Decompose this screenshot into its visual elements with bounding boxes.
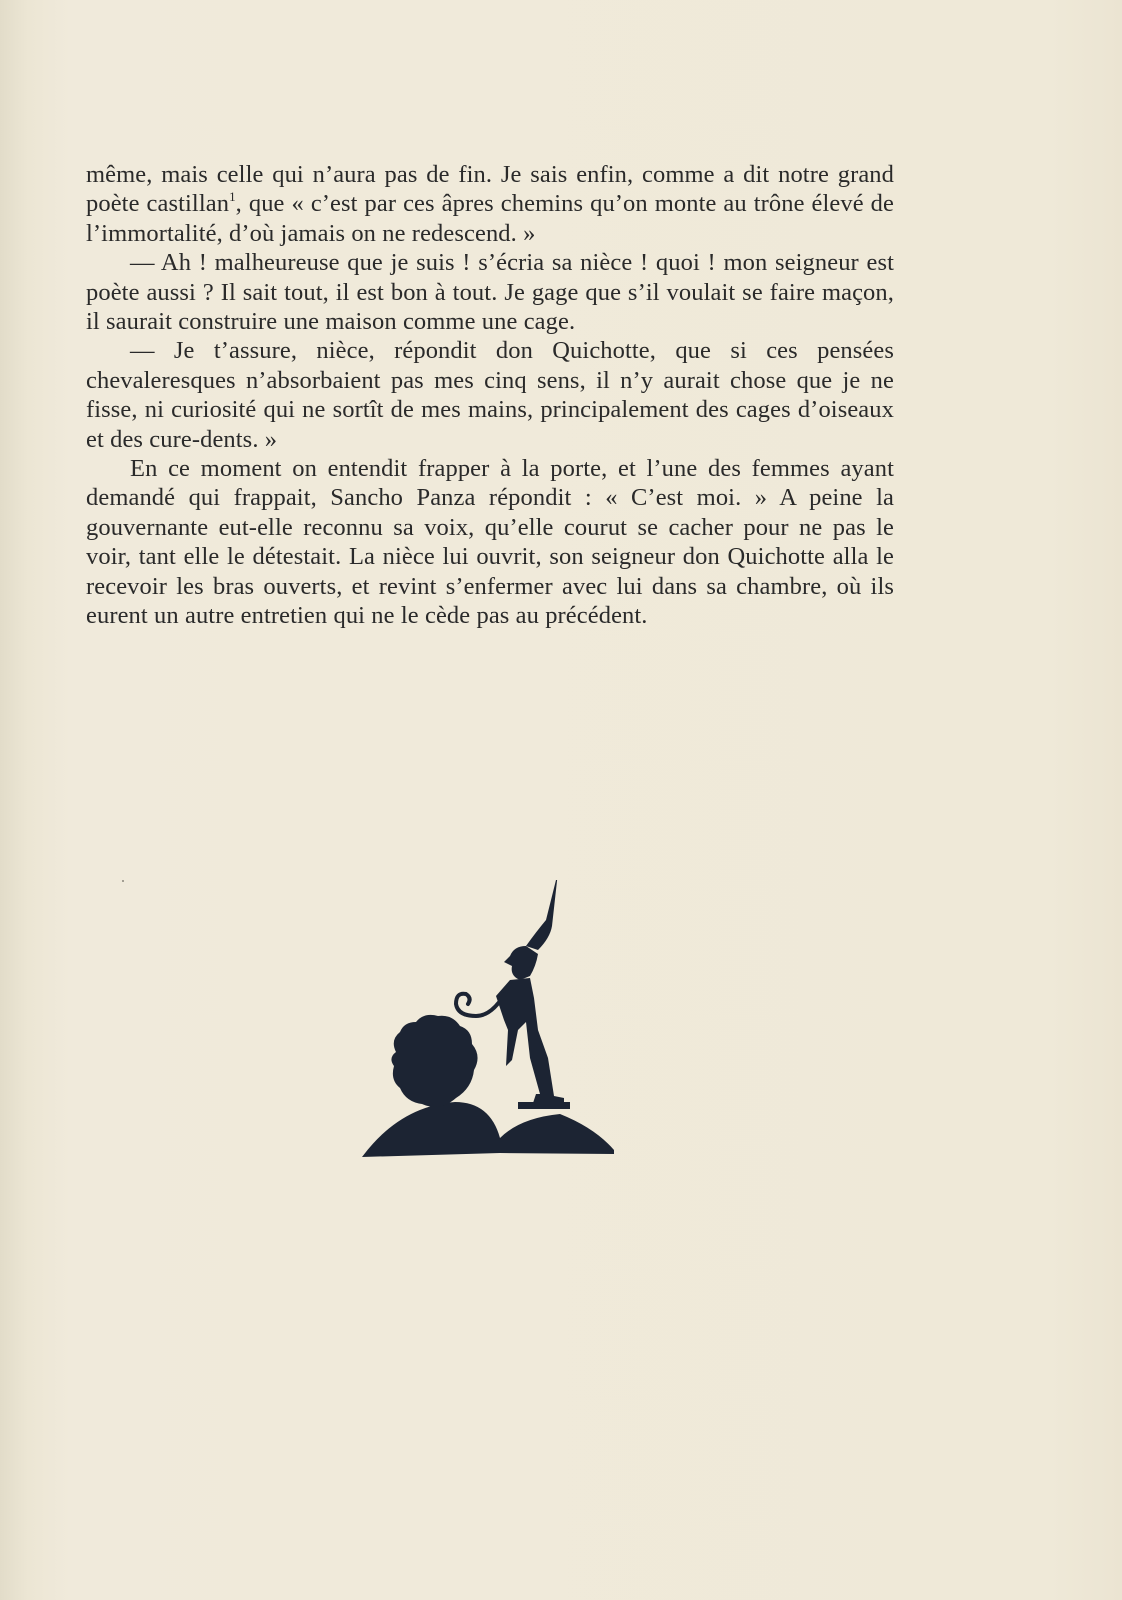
quixote-body-icon <box>496 978 564 1106</box>
quixote-hat-icon <box>526 880 558 950</box>
paragraph-text: , que « c’est par ces âpres chemins qu’on monte au trône élevé de l’immortalité, d’où jamais on ne redescend. » <box>86 190 894 247</box>
hills-icon <box>362 1102 614 1157</box>
body-text <box>86 160 894 631</box>
ink-speck <box>122 880 124 882</box>
paragraph-dialogue-quixote: — Je t’assure, nièce, répondit don Quichotte, que si ces pensées chevaleresques n’absorbaient pas mes cinq sens, il n’y aurait chose que je ne fisse, ni curiosité qui ne sortît de mes mains, principalement des cages d’oiseaux et des cure-dents. » <box>86 337 894 453</box>
paragraph-text: même, mais celle qui n’aura pas de fin. Je sais enfin, comme a dit notre grand poète castillan <box>86 161 894 218</box>
silhouette-vignette-quixote-sancho-icon <box>360 880 630 1170</box>
paragraph-continuation <box>86 160 894 248</box>
footnote-marker: 1 <box>229 189 236 205</box>
paragraph-dialogue-niece: — Ah ! malheureuse que je suis ! s’écria sa nièce ! quoi ! mon seigneur est poète aussi ? Il sait tout, il est bon à tout. Je gage que s’il voulait se faire maçon, il saurait construire une maison comme une cage. <box>86 249 894 336</box>
quixote-face-icon <box>504 946 538 980</box>
pedestal-icon <box>518 1102 570 1109</box>
sancho-head-icon <box>391 1015 477 1107</box>
vignette-ink <box>362 880 614 1157</box>
paragraph-sancho-arrives: En ce moment on entendit frapper à la porte, et l’une des femmes ayant demandé qui frappait, Sancho Panza répondit : « C’est moi. » A peine la gouvernante eut-elle reconnu sa voix, qu’elle courut se cacher pour ne pas le voir, tant elle le détestait. La nièce lui ouvrit, son seigneur don Quichotte alla le recevoir les bras ouverts, et revint s’enfermer avec lui dans sa chambre, où ils eurent un autre entretien qui ne le cède pas au précédent. <box>86 455 894 630</box>
